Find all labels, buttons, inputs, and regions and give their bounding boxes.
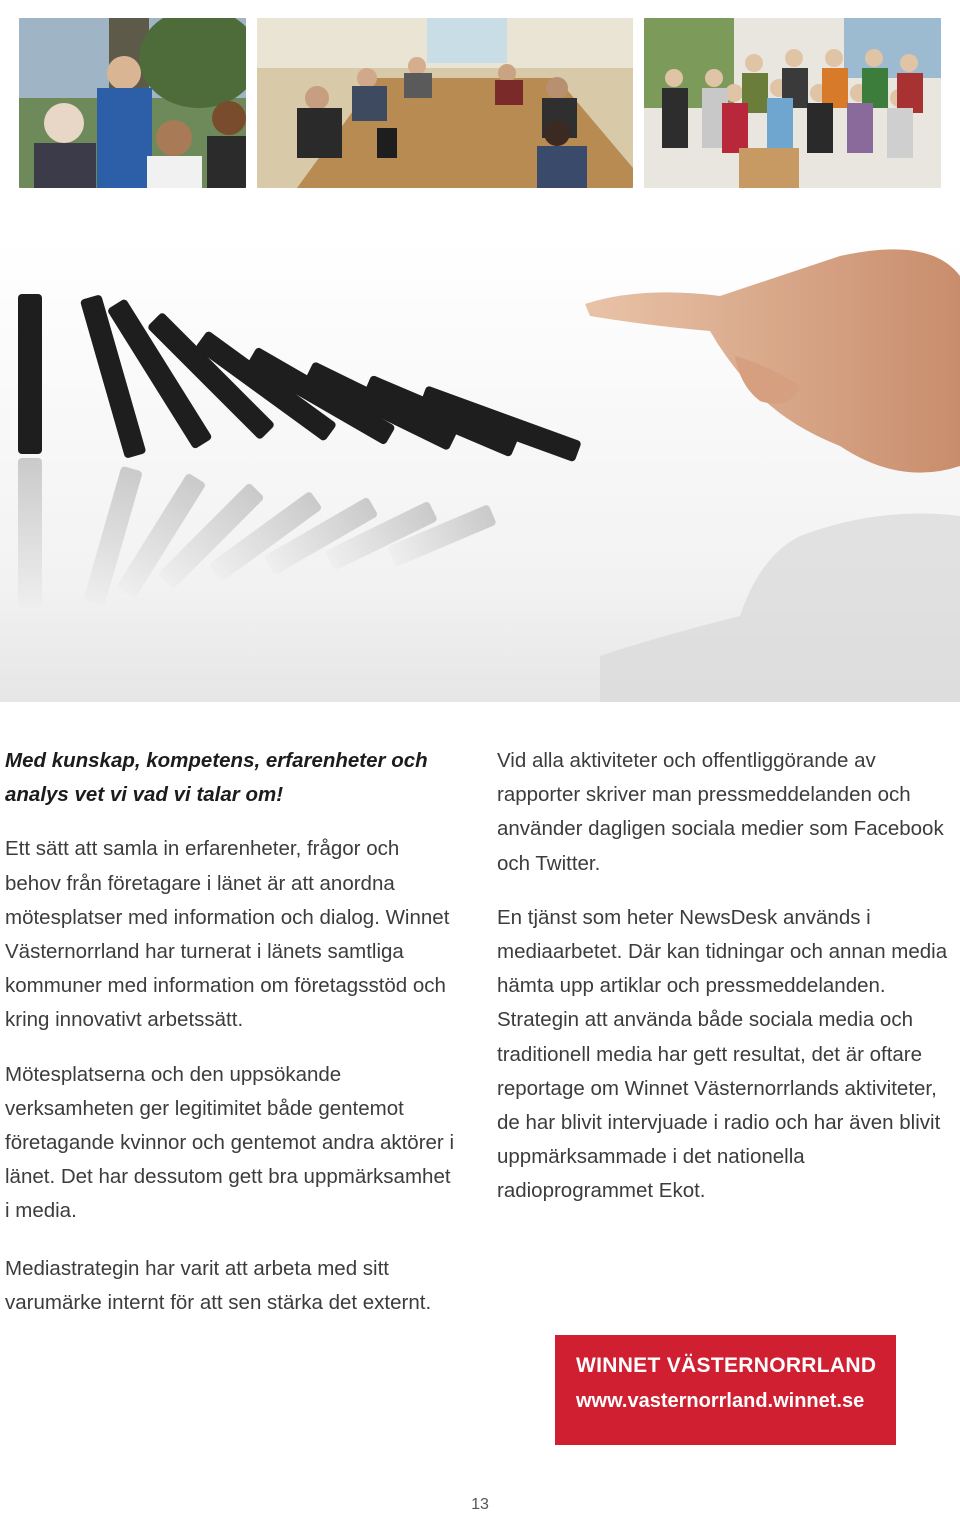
domino-hand-photo: [0, 236, 960, 702]
lead-paragraph: Med kunskap, kompetens, erfarenheter och analys vet vi vad vi talar om!: [5, 749, 428, 807]
paragraph-media-strategy: Mediastrategin har varit att arbeta med sitt varumärke internt för att sen stärka det externt.: [5, 1257, 432, 1315]
left-text-column: [5, 744, 455, 1315]
paragraph-newsdesk: En tjänst som heter NewsDesk används i mediaarbetet. Där kan tidningar och annan media hämta upp artiklar och pressmeddelanden.: [497, 905, 948, 998]
brand-url-link[interactable]: www.vasternorrland.winnet.se: [576, 1390, 865, 1412]
paragraph-press-releases: Vid alla aktiviteter och offentliggörande av rapporter skriver man pressmeddelanden och använder dagligen sociala medier som Facebook och Twitter.: [497, 749, 944, 875]
people-outdoors-photo: [19, 18, 246, 188]
meeting-table-photo: [257, 18, 633, 188]
brand-box: [555, 1335, 896, 1445]
page-number: 13: [471, 1496, 489, 1513]
right-text-column: [497, 744, 955, 1209]
group-photo: [644, 18, 941, 188]
brand-name: WINNET VÄSTERNORRLAND: [576, 1354, 877, 1377]
paragraph-legitimacy: Mötesplatserna och den uppsökande verksamheten ger legitimitet både gentemot företagande kvinnor och gentemot andra aktörer i länet. Det har dessutom gett bra uppmärksamhet i media.: [5, 1062, 454, 1223]
paragraph-meeting-places: Ett sätt att samla in erfarenheter, frågor och behov från företagare i länet är att anordna mötesplatser med information och dialog. Winnet Västernorrland har turnerat i länets samtliga kommuner med information om företagsstöd och kring innovativt arbetssätt.: [5, 837, 450, 1032]
paragraph-results: Strategin att använda både sociala media och traditionell media har gett resultat, det är oftare reportage om Winnet Västernorrlands aktiviteter, de har blivit intervjuade i radio och har även blivit uppmärksammade i det nationella radioprogrammet Ekot.: [497, 1008, 941, 1203]
